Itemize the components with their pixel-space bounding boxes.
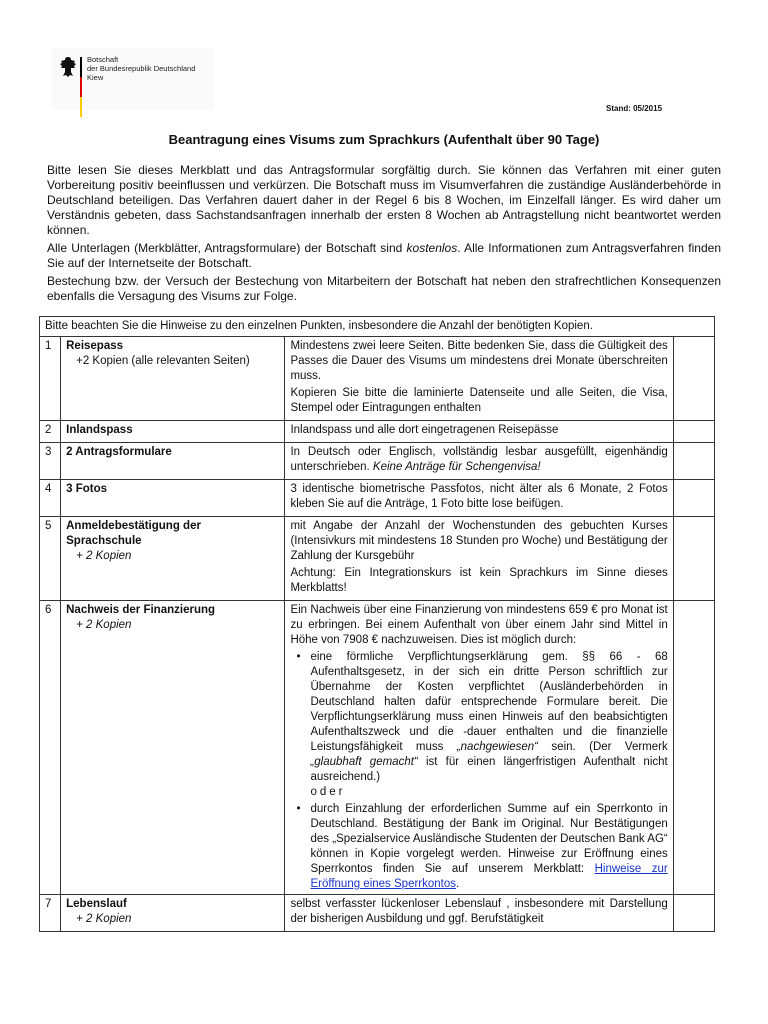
- description-italic: Keine Anträge für Schengenvisa!: [372, 461, 541, 473]
- financing-options-list: [290, 650, 667, 785]
- intro-text-span: . Alle Informationen zum Antragsverfahren finden Sie auf der Internetseite der Botschaft.: [47, 241, 721, 270]
- row-label: Inlandspass: [66, 424, 133, 436]
- list-item-italic: „nachgewiesen“: [456, 741, 539, 753]
- description-text: Achtung: Ein Integrationskurs ist kein Sprachkurs im Sinne dieses Merkblatts!: [290, 567, 668, 594]
- row-description: [285, 337, 673, 421]
- page-title: Beantragung eines Visums zum Sprachkurs (Aufenthalt über 90 Tage): [168, 132, 600, 147]
- check-cell: [673, 421, 714, 443]
- list-item-text: ist für einen längerfristigen Aufenthalt nicht ausreichend.): [310, 756, 668, 783]
- list-item: [310, 650, 667, 785]
- row-sublabel: + 2 Kopien: [76, 619, 132, 631]
- row-sublabel: + 2 Kopien: [76, 913, 132, 925]
- row-label-cell: [61, 443, 285, 480]
- eagle-icon: [58, 55, 78, 79]
- row-sublabel: +2 Kopien (alle relevanten Seiten): [76, 355, 250, 367]
- list-item-text: sein. (Der Vermerk: [538, 741, 668, 753]
- row-label: Nachweis der Finanzierung: [66, 604, 216, 616]
- row-number: 4: [40, 480, 61, 517]
- list-item-text: .: [456, 878, 460, 890]
- row-label-cell: [61, 601, 285, 895]
- embassy-logo: [52, 48, 214, 110]
- logo-line: Kiew: [87, 73, 104, 82]
- row-description: [285, 480, 673, 517]
- row-number: 7: [40, 895, 61, 932]
- intro-paragraph: Bitte lesen Sie dieses Merkblatt und das Antragsformular sorgfältig durch. Sie können das Verfahren mit einer guten Vorbereitung positiv beeinflussen und verkürzen. Die Botschaft muss im Visumverfahren die zuständige Ausländerbehörde in Deutschland beteiligen. Das Verfahren dauert daher in der Regel 6 bis 8 Wochen, im Einzelfall länger. Es wird daher um Verständnis gebeten, dass Sachstandsanfragen innerhalb der ersten 8 Wochen ab Antragstellung nicht beantwortet werden können.: [47, 163, 721, 237]
- intro-text: [47, 163, 721, 307]
- intro-text-span: Alle Unterlagen (Merkblätter, Antragsformulare) der Botschaft sind: [47, 241, 407, 255]
- table-row: [40, 421, 715, 443]
- check-cell: [673, 337, 714, 421]
- row-label-cell: [61, 337, 285, 421]
- row-label: 3 Fotos: [66, 483, 108, 495]
- row-label: Anmeldebestätigung der Sprachschule: [66, 520, 201, 547]
- flag-gold: [80, 97, 82, 117]
- table-row: [40, 443, 715, 480]
- table-header-row: [40, 317, 715, 337]
- row-number: 1: [40, 337, 61, 421]
- row-description: [285, 517, 673, 601]
- row-description: [285, 443, 673, 480]
- oder-separator: oder: [310, 786, 346, 798]
- row-number: 5: [40, 517, 61, 601]
- logo-line: Botschaft: [87, 55, 119, 64]
- description-text: Kopieren Sie bitte die laminierte Datenseite und alle Seiten, die Visa, Stempel oder Eintragungen enthalten: [290, 387, 668, 414]
- description-text: selbst verfasster lückenloser Lebenslauf , insbesondere mit Darstellung der bisherigen Ausbildung und ggf. Berufstätigkeit: [290, 898, 668, 925]
- stand-date: Stand: 05/2015: [606, 104, 663, 113]
- row-label-cell: [61, 895, 285, 932]
- financing-options-list: [290, 802, 667, 892]
- row-number: 3: [40, 443, 61, 480]
- table-row: [40, 480, 715, 517]
- row-label-cell: [61, 517, 285, 601]
- row-description: [285, 895, 673, 932]
- table-row: [40, 895, 715, 932]
- check-cell: [673, 480, 714, 517]
- row-label: Reisepass: [66, 340, 124, 352]
- table-header: Bitte beachten Sie die Hinweise zu den einzelnen Punkten, insbesondere die Anzahl der benötigten Kopien.: [40, 317, 715, 337]
- flag-black: [80, 57, 82, 77]
- check-cell: [673, 601, 714, 895]
- sperrkonto-link[interactable]: Hinweise zur Eröffnung eines Sperrkontos: [310, 863, 668, 890]
- list-item: [310, 802, 667, 892]
- list-item-italic: „glaubhaft gemacht“: [310, 756, 418, 768]
- row-description: [285, 421, 673, 443]
- table-row: [40, 601, 715, 895]
- row-number: 6: [40, 601, 61, 895]
- row-sublabel: + 2 Kopien: [76, 550, 132, 562]
- description-text: Ein Nachweis über eine Finanzierung von mindestens 659 € pro Monat ist zu erbringen. Bei einem Aufenthalt von über einem Jahr sind Mittel in Höhe von 7908 € nachzuweisen. Dies ist möglich durch:: [290, 604, 668, 646]
- row-label: Lebenslauf: [66, 898, 127, 910]
- row-description: [285, 601, 673, 895]
- intro-paragraph: [47, 241, 721, 271]
- intro-italic: kostenlos: [406, 241, 458, 255]
- flag-red: [80, 77, 82, 97]
- list-item-text: durch Einzahlung der erforderlichen Summe auf ein Sperrkonto in Deutschland. Bestätigung der Bank im Original. Nur Bestätigungen des „Spezialservice Ausländische Studenten der Deutschen Bank AG“ können in Kopie vorgelegt werden. Hinweise zur Eröffnung eines Sperrkontos finden Sie auf unserem Merkblatt:: [310, 803, 668, 875]
- table-row: [40, 517, 715, 601]
- description-text: [290, 445, 667, 475]
- logo-text: [87, 55, 195, 82]
- description-text: 3 identische biometrische Passfotos, nicht älter als 6 Monate, 2 Fotos kleben Sie auf die Anträge, 1 Foto bitte lose beifügen.: [290, 483, 668, 510]
- check-cell: [673, 443, 714, 480]
- logo-line: der Bundesrepublik Deutschland: [87, 64, 196, 73]
- row-number: 2: [40, 421, 61, 443]
- requirements-table: [39, 316, 715, 932]
- list-item-text: eine förmliche Verpflichtungserklärung gem. §§ 66 - 68 Aufenthaltsgesetz, in der sich ein dritte Person schriftlich zur Übernahme der Kosten verpflichtet (Ausländerbehörden in Deutschland halten dafür entsprechende Formulare bereit. Die Verpflichtungserklärung muss einen Hinweis auf den beabsichtigten Aufenthaltszweck und die -dauer enthalten und die finanzielle Leistungsfähigkeit muss: [310, 651, 668, 753]
- table-row: [40, 337, 715, 421]
- description-text: mit Angabe der Anzahl der Wochenstunden des gebuchten Kurses (Intensivkurs mit mindestens 18 Stunden pro Woche) und Bestätigung der Zahlung der Kursgebühr: [290, 520, 668, 562]
- german-flag-stripe: [80, 57, 82, 117]
- row-label-cell: [61, 421, 285, 443]
- check-cell: [673, 517, 714, 601]
- row-label: 2 Antragsformulare: [66, 446, 172, 458]
- description-span: In Deutsch oder Englisch, vollständig lesbar ausgefüllt, eigenhändig unterschrieben.: [290, 446, 668, 473]
- intro-paragraph: Bestechung bzw. der Versuch der Bestechung von Mitarbeitern der Botschaft hat neben den strafrechtlichen Konsequenzen ebenfalls die Versagung des Visums zur Folge.: [47, 274, 721, 303]
- check-cell: [673, 895, 714, 932]
- description-text: Inlandspass und alle dort eingetragenen Reisepässe: [290, 424, 559, 436]
- row-label-cell: [61, 480, 285, 517]
- description-text: Mindestens zwei leere Seiten. Bitte bedenken Sie, dass die Gültigkeit des Passes die Dauer des Visums um mindestens drei Monate überschreiten muss.: [290, 340, 668, 382]
